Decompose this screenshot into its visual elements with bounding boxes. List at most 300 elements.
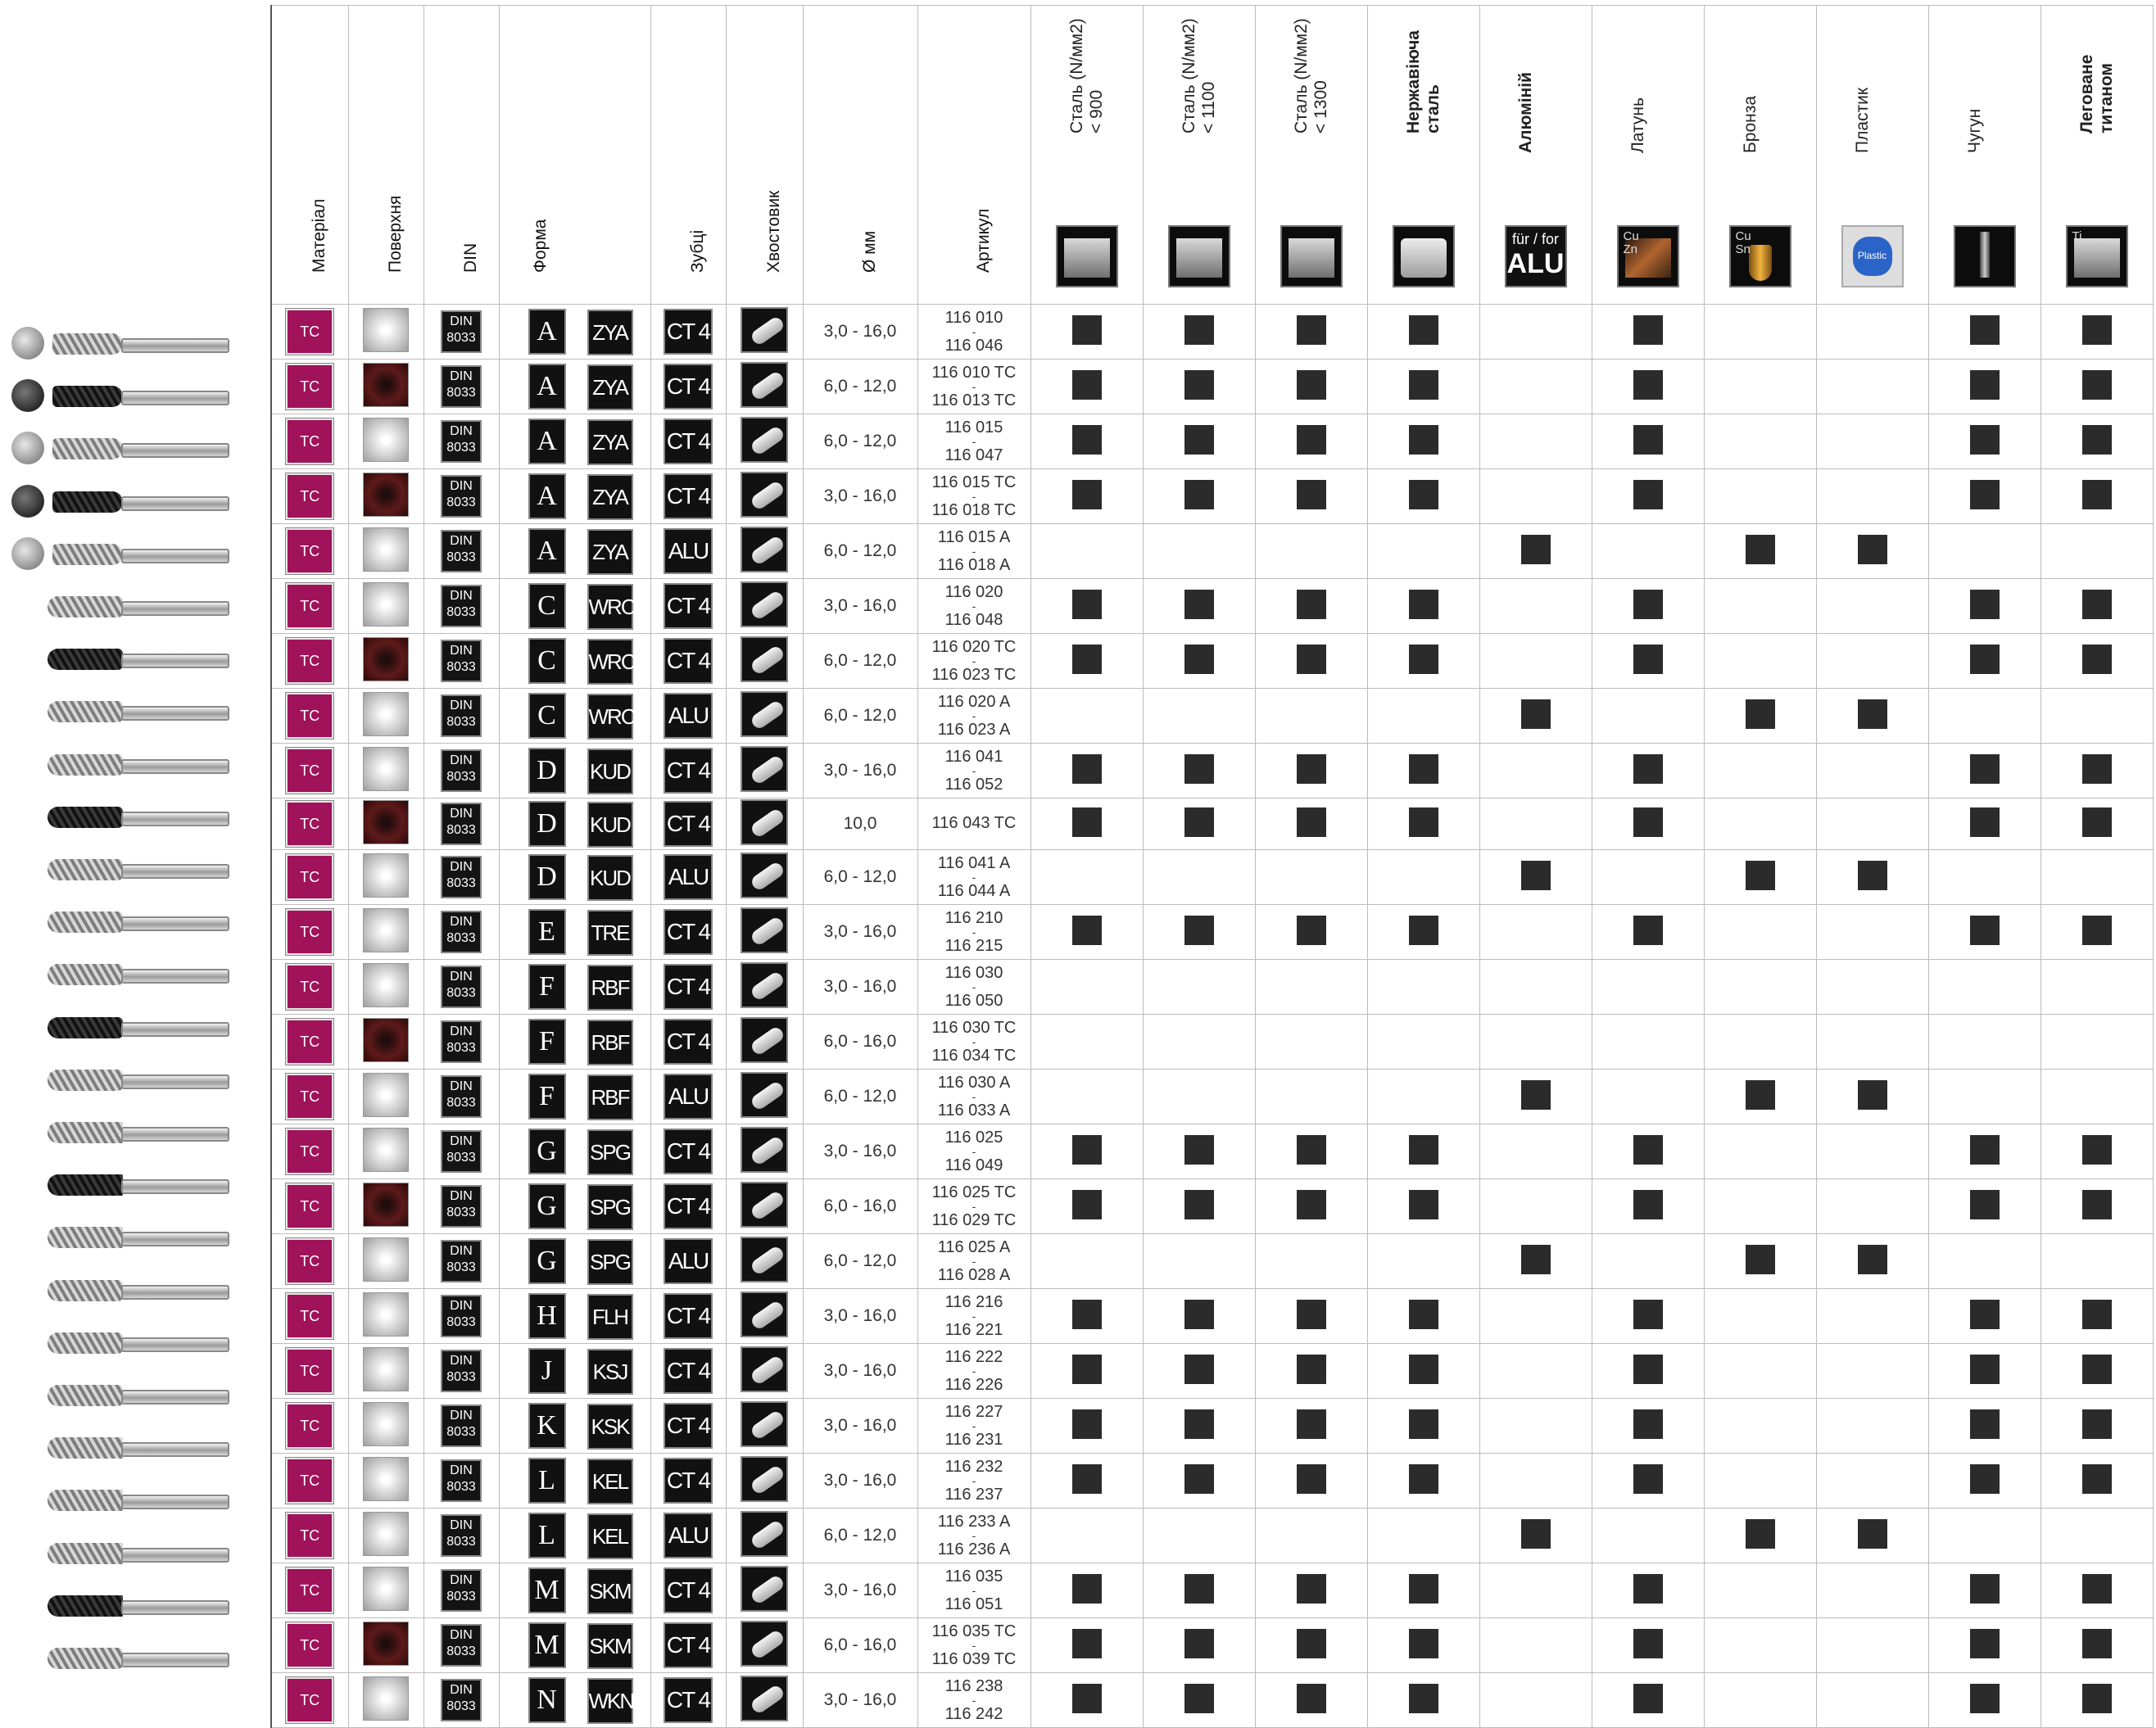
shank-icon — [741, 1017, 788, 1063]
suitability-cell — [1928, 1015, 2040, 1070]
shank-cylinder — [750, 915, 786, 947]
suitability-cell — [1367, 414, 1479, 469]
suitable-mark — [1184, 807, 1214, 837]
suitability-cell — [1367, 1070, 1479, 1124]
suitable-mark — [1970, 370, 2000, 400]
suitable-mark — [2082, 480, 2112, 509]
burr-shank — [121, 391, 229, 405]
burr-cutting-part — [48, 859, 123, 880]
plastic-icon-text: Plastic — [1857, 250, 1887, 261]
suitable-mark — [2082, 1355, 2112, 1384]
shank-cell — [726, 305, 803, 360]
suitable-mark — [1858, 1519, 1887, 1549]
diameter-cell: 3,0 - 16,0 — [803, 1124, 917, 1179]
suitable-mark — [1409, 1409, 1438, 1439]
suitable-mark — [1184, 425, 1214, 455]
suitability-cell — [1704, 1234, 1816, 1289]
shank-icon — [741, 1346, 788, 1392]
material-cell — [271, 1509, 348, 1563]
shank-cell — [726, 414, 803, 469]
article-separator: - — [972, 1145, 976, 1159]
suitability-cell — [1816, 360, 1928, 414]
din-badge-bottom: 8033 — [446, 1151, 476, 1165]
suitable-mark — [1072, 754, 1102, 784]
material-badge: TC — [286, 748, 333, 794]
suitability-cell — [1255, 850, 1367, 905]
burr-cutting-part — [48, 807, 123, 828]
shank-cylinder — [750, 753, 786, 785]
suitability-cell — [2040, 1563, 2153, 1618]
suitability-cell — [2040, 634, 2153, 689]
material-col-label: Нержавіюча сталь — [1403, 30, 1443, 133]
suitability-cell — [1704, 850, 1816, 905]
article-separator: - — [972, 1694, 976, 1708]
suitable-mark — [1746, 699, 1775, 729]
suitable-mark — [1409, 1629, 1438, 1658]
shape-code: WRC — [587, 694, 633, 740]
header-shape-label: Форма — [530, 219, 550, 273]
suitability-cell — [2040, 1234, 2153, 1289]
suitable-mark — [1409, 1300, 1438, 1329]
suitable-mark — [2082, 1300, 2112, 1329]
suitability-cell — [1143, 905, 1255, 960]
suitability-cell — [1367, 798, 1479, 850]
din-badge — [441, 1240, 482, 1282]
shank-icon — [741, 1621, 788, 1667]
suitability-cell — [2040, 1070, 2153, 1124]
header-teeth — [650, 6, 726, 305]
table-row — [271, 1454, 2153, 1509]
teeth-badge: CT 4 — [664, 1129, 713, 1174]
shank-cell — [726, 469, 803, 524]
material-cell — [271, 850, 348, 905]
diameter-cell: 3,0 - 16,0 — [803, 1344, 917, 1399]
din-badge-bottom: 8033 — [446, 1041, 476, 1056]
material-cell — [271, 798, 348, 850]
suitable-mark — [1409, 1464, 1438, 1494]
shape-letter: A — [528, 364, 566, 409]
bright-surface-icon — [363, 582, 409, 627]
suitability-cell — [1704, 689, 1816, 744]
article-separator: - — [972, 1639, 976, 1653]
material-badge: TC — [286, 1567, 333, 1613]
suitability-cell — [1592, 469, 1704, 524]
din-cell — [424, 1509, 499, 1563]
material-badge: TC — [286, 1183, 333, 1229]
suitability-cell — [1030, 1015, 1143, 1070]
teeth-badge: CT 4 — [664, 1458, 713, 1504]
suitability-cell — [1479, 634, 1592, 689]
suitable-mark — [1184, 1409, 1214, 1439]
suitable-mark — [1409, 916, 1438, 945]
surface-cell — [348, 960, 424, 1015]
suitability-cell — [1479, 360, 1592, 414]
suitability-cell — [1255, 960, 1367, 1015]
suitable-mark — [1297, 807, 1326, 837]
burr-shank — [121, 1495, 229, 1509]
burr-cutting-part — [48, 1122, 123, 1143]
surface-cell — [348, 1124, 424, 1179]
burr-shank — [121, 759, 229, 774]
teeth-cell — [650, 1015, 726, 1070]
bright-surface-icon — [363, 1567, 409, 1611]
din-cell — [424, 469, 499, 524]
suitable-mark — [2082, 1684, 2112, 1713]
din-badge — [441, 966, 482, 1008]
burr-head-face — [11, 327, 44, 360]
din-badge-top: DIN — [450, 1299, 473, 1314]
suitability-cell — [1816, 960, 1928, 1015]
din-badge-bottom: 8033 — [446, 823, 476, 838]
din-badge-bottom: 8033 — [446, 660, 476, 674]
suitability-cell — [1479, 469, 1592, 524]
suitability-cell — [1030, 850, 1143, 905]
suitability-cell — [1479, 414, 1592, 469]
burr-shank — [121, 549, 229, 563]
din-badge-bottom: 8033 — [446, 1425, 476, 1440]
suitability-cell — [1030, 1673, 1143, 1728]
teeth-cell — [650, 360, 726, 414]
shape-code: ZYA — [587, 529, 633, 575]
shank-cell — [726, 1124, 803, 1179]
suitability-cell — [1816, 689, 1928, 744]
suitable-mark — [1184, 1684, 1214, 1713]
tool-image — [0, 1209, 270, 1261]
suitable-mark — [1072, 370, 1102, 400]
diameter-cell: 3,0 - 16,0 — [803, 1673, 917, 1728]
shape-letter: F — [528, 1019, 566, 1065]
suitability-cell — [1928, 1563, 2040, 1618]
din-badge-bottom: 8033 — [446, 1096, 476, 1111]
suitable-mark — [1409, 1684, 1438, 1713]
suitable-mark — [1633, 480, 1663, 509]
suitable-mark — [1970, 480, 2000, 509]
shank-cylinder — [750, 699, 786, 731]
article-cell — [917, 905, 1030, 960]
shape-cell — [499, 1289, 650, 1344]
din-cell — [424, 414, 499, 469]
din-badge-bottom: 8033 — [446, 1480, 476, 1495]
suitability-cell — [1704, 1124, 1816, 1179]
article-to: 116 044 A — [937, 882, 1011, 901]
suitability-cell — [1592, 524, 1704, 579]
din-badge-bottom: 8033 — [446, 770, 476, 784]
suitability-cell — [1928, 1509, 2040, 1563]
shank-cylinder — [750, 1134, 786, 1166]
suitability-cell — [1479, 1015, 1592, 1070]
shape-cell — [499, 1509, 650, 1563]
din-badge — [441, 310, 482, 353]
suitability-cell — [1592, 1289, 1704, 1344]
material-col-label: Латунь — [1628, 97, 1647, 153]
teeth-badge: CT 4 — [664, 364, 713, 409]
suitability-cell — [1255, 469, 1367, 524]
suitability-cell — [1255, 1509, 1367, 1563]
suitable-mark — [2082, 645, 2112, 674]
shape-cell — [499, 414, 650, 469]
shank-icon — [741, 1182, 788, 1228]
suitability-cell — [1592, 1015, 1704, 1070]
surface-cell — [348, 524, 424, 579]
din-cell — [424, 1234, 499, 1289]
suitable-mark — [1184, 1135, 1214, 1165]
material-badge: TC — [286, 1513, 333, 1558]
teeth-cell — [650, 850, 726, 905]
surface-cell — [348, 905, 424, 960]
article-separator: - — [972, 1364, 976, 1378]
material-icon-graphic — [1064, 238, 1110, 278]
suitability-cell — [1143, 1618, 1255, 1673]
bright-surface-icon — [363, 747, 409, 791]
suitability-cell — [1030, 360, 1143, 414]
shank-cylinder — [750, 589, 786, 621]
suitability-cell — [2040, 1289, 2153, 1344]
suitability-cell — [1704, 579, 1816, 634]
suitable-mark — [1409, 1355, 1438, 1384]
header-material-col-9 — [1928, 6, 2040, 305]
suitable-mark — [1633, 1629, 1663, 1658]
shank-cell — [726, 1289, 803, 1344]
din-badge — [441, 911, 482, 953]
shape-code: KUD — [587, 749, 633, 794]
suitability-cell — [1928, 1234, 2040, 1289]
table-row — [271, 469, 2153, 524]
shank-cylinder — [750, 479, 786, 511]
article-cell — [917, 1344, 1030, 1399]
shank-cell — [726, 1234, 803, 1289]
suitability-cell — [1367, 634, 1479, 689]
suitable-mark — [1633, 425, 1663, 455]
material-cell — [271, 360, 348, 414]
suitability-cell — [1816, 524, 1928, 579]
article-to: 116 033 A — [937, 1101, 1011, 1120]
article-separator: - — [972, 764, 976, 777]
tool-image — [0, 1577, 270, 1630]
table-row — [271, 1399, 2153, 1454]
burr-cutting-part — [52, 333, 123, 355]
teeth-cell — [650, 1673, 726, 1728]
din-badge-top: DIN — [450, 644, 473, 658]
article-separator: - — [972, 1474, 976, 1488]
burr-cutting-part — [48, 1174, 123, 1196]
suitability-cell — [1928, 689, 2040, 744]
suitable-mark — [1409, 370, 1438, 400]
article-cell — [917, 524, 1030, 579]
teeth-badge: CT 4 — [664, 1183, 713, 1229]
tool-image — [0, 473, 270, 526]
suitability-cell — [1704, 634, 1816, 689]
suitable-mark — [1297, 1684, 1326, 1713]
suitable-mark — [1184, 370, 1214, 400]
suitable-mark — [1970, 315, 2000, 345]
suitability-cell — [1592, 1618, 1704, 1673]
bright-surface-icon — [363, 1402, 409, 1446]
burr-shank — [121, 916, 229, 931]
teeth-badge: CT 4 — [664, 473, 713, 519]
suitability-cell — [1479, 1509, 1592, 1563]
suitable-mark — [1184, 645, 1214, 674]
din-badge-bottom: 8033 — [446, 1644, 476, 1659]
suitable-mark — [1970, 754, 2000, 784]
shank-cell — [726, 1563, 803, 1618]
material-cell — [271, 689, 348, 744]
suitability-cell — [1143, 744, 1255, 798]
suitable-mark — [1970, 1135, 2000, 1165]
suitable-mark — [1858, 1245, 1887, 1274]
shape-cell — [499, 689, 650, 744]
suitability-cell — [1030, 1509, 1143, 1563]
burr-shank — [121, 1127, 229, 1142]
suitability-cell — [1143, 305, 1255, 360]
suitability-cell — [1592, 1124, 1704, 1179]
article-cell — [917, 1509, 1030, 1563]
article-from: 116 030 A — [937, 1074, 1011, 1092]
article-cell — [917, 1399, 1030, 1454]
suitable-mark — [1297, 480, 1326, 509]
suitable-mark — [1297, 1409, 1326, 1439]
header-material — [271, 6, 348, 305]
suitable-mark — [2082, 807, 2112, 837]
suitable-mark — [2082, 1574, 2112, 1604]
suitability-cell — [1704, 1070, 1816, 1124]
suitability-cell — [1143, 634, 1255, 689]
table-row — [271, 305, 2153, 360]
din-badge — [441, 420, 482, 463]
shape-code: KSJ — [587, 1349, 633, 1395]
suitable-mark — [1521, 535, 1551, 564]
suitability-cell — [1928, 634, 2040, 689]
suitable-mark — [1072, 1629, 1102, 1658]
din-badge-bottom: 8033 — [446, 386, 476, 400]
header-article — [917, 6, 1030, 305]
suitability-cell — [1143, 524, 1255, 579]
material-col-label: Алюміній — [1515, 72, 1535, 153]
suitability-cell — [1928, 1179, 2040, 1234]
suitable-mark — [1746, 861, 1775, 890]
shape-letter: G — [528, 1183, 566, 1229]
suitability-cell — [1592, 960, 1704, 1015]
din-badge — [441, 1295, 482, 1337]
article-separator: - — [972, 925, 976, 939]
suitable-mark — [1184, 315, 1214, 345]
table-row — [271, 1234, 2153, 1289]
suitability-cell — [1928, 850, 2040, 905]
suitability-cell — [1816, 1124, 1928, 1179]
article-from: 116 030 — [944, 964, 1003, 983]
burr-shank — [121, 1022, 229, 1037]
suitability-cell — [1143, 689, 1255, 744]
suitability-cell — [1928, 1454, 2040, 1509]
suitability-cell — [1367, 1015, 1479, 1070]
suitability-cell — [1928, 1124, 2040, 1179]
material-badge: TC — [286, 693, 333, 739]
surface-cell — [348, 1563, 424, 1618]
article-separator: - — [972, 709, 976, 722]
suitability-cell — [2040, 414, 2153, 469]
suitable-mark — [1521, 861, 1551, 890]
article-to: 116 046 — [944, 337, 1003, 355]
din-badge — [441, 640, 482, 682]
suitable-mark — [1072, 645, 1102, 674]
shape-code: WRC — [587, 639, 633, 685]
suitability-cell — [1816, 305, 1928, 360]
article-cell — [917, 414, 1030, 469]
suitability-cell — [1704, 1563, 1816, 1618]
shape-letter: G — [528, 1129, 566, 1174]
table-row — [271, 689, 2153, 744]
suitable-mark — [1746, 1245, 1775, 1274]
din-cell — [424, 1673, 499, 1728]
material-badge: TC — [286, 364, 333, 409]
material-cell — [271, 1289, 348, 1344]
shape-cell — [499, 1179, 650, 1234]
article-cell — [917, 469, 1030, 524]
suitability-cell — [1592, 1070, 1704, 1124]
suitable-mark — [1184, 590, 1214, 619]
article-from: 116 227 — [944, 1403, 1003, 1422]
shape-letter: A — [528, 309, 566, 355]
suitability-cell — [1704, 1015, 1816, 1070]
table-row — [271, 1070, 2153, 1124]
material-badge: TC — [286, 909, 333, 955]
suitability-cell — [1816, 1673, 1928, 1728]
shank-icon — [741, 1237, 788, 1282]
tool-image — [0, 736, 270, 789]
material-cell — [271, 414, 348, 469]
suitability-cell — [1143, 1399, 1255, 1454]
suitable-mark — [1409, 315, 1438, 345]
shape-cell — [499, 1070, 650, 1124]
brass-icon — [1617, 225, 1679, 287]
suitability-cell — [1143, 1509, 1255, 1563]
din-cell — [424, 1179, 499, 1234]
suitability-cell — [1143, 1289, 1255, 1344]
suitability-cell — [1030, 689, 1143, 744]
table-row — [271, 524, 2153, 579]
suitability-cell — [1367, 689, 1479, 744]
article-to: 116 242 — [944, 1705, 1003, 1724]
suitability-cell — [1030, 469, 1143, 524]
shank-cell — [726, 1344, 803, 1399]
suitability-cell — [1143, 1124, 1255, 1179]
suitability-cell — [1816, 1399, 1928, 1454]
header-material-col-6 — [1592, 6, 1704, 305]
article-to: 116 226 — [944, 1376, 1003, 1395]
article-to: 116 018 TC — [931, 501, 1017, 519]
din-badge-top: DIN — [450, 1244, 473, 1259]
suitability-cell — [1255, 1289, 1367, 1344]
suitability-cell — [1704, 414, 1816, 469]
bright-surface-icon — [363, 692, 409, 736]
article-cell — [917, 850, 1030, 905]
material-col-label: Чугун — [1964, 108, 1984, 153]
din-badge — [441, 1020, 482, 1063]
suitable-mark — [1521, 699, 1551, 729]
din-badge — [441, 1679, 482, 1721]
teeth-cell — [650, 1344, 726, 1399]
suitable-mark — [1633, 1409, 1663, 1439]
article-separator: - — [972, 1035, 976, 1049]
shank-cylinder — [750, 1244, 786, 1276]
suitability-cell — [1479, 1673, 1592, 1728]
teeth-badge: CT 4 — [664, 638, 713, 684]
shape-cell — [499, 850, 650, 905]
bright-surface-icon — [363, 1457, 409, 1501]
suitable-mark — [1072, 1355, 1102, 1384]
suitable-mark — [1633, 1300, 1663, 1329]
suitability-cell — [1367, 1344, 1479, 1399]
suitability-cell — [1143, 798, 1255, 850]
